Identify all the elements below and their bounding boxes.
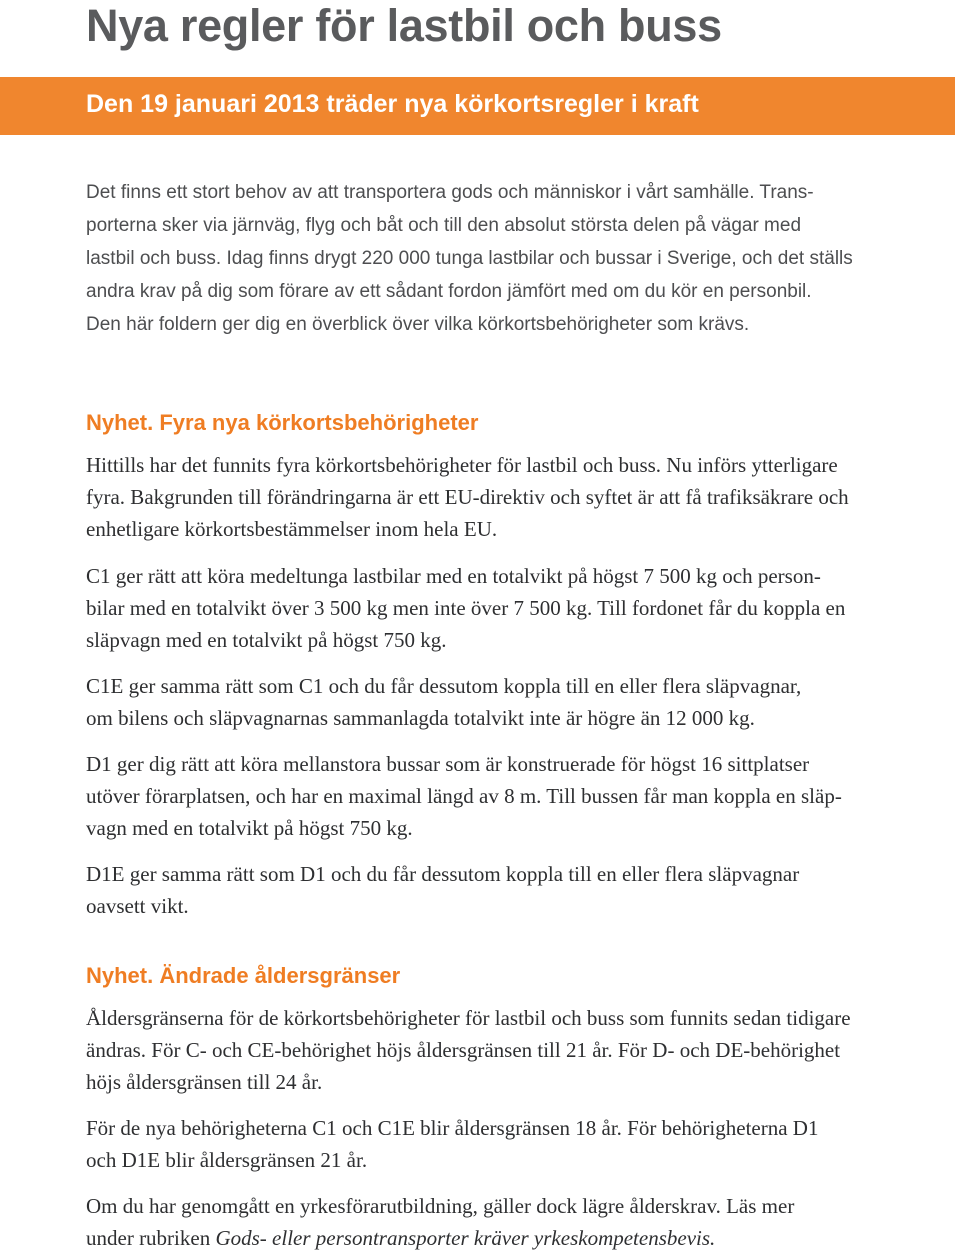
text-line: oavsett vikt. — [86, 894, 189, 918]
text-line: höjs åldersgränsen till 24 år. — [86, 1070, 323, 1094]
text-line: bilar med en totalvikt över 3 500 kg men inte över 7 500 kg. Till fordonet får du koppla en — [86, 596, 846, 620]
text-line: fyra. Bakgrunden till förändringarna är ett EU-direktiv och syftet är att få trafiksäkrare och — [86, 485, 849, 509]
text-fragment: under rubriken — [86, 1226, 216, 1250]
text-line — [86, 1222, 794, 1254]
text-line: D1 ger dig rätt att köra mellanstora bussar som är konstruerade för högst 16 sittplatser — [86, 752, 810, 776]
text-line: om bilens och släpvagnarnas sammanlagda totalvikt inte är högre än 12 000 kg. — [86, 706, 755, 730]
text-line: vagn med en totalvikt på högst 750 kg. — [86, 816, 413, 840]
page-title: Nya regler för lastbil och buss — [86, 0, 722, 51]
text-line: C1 ger rätt att köra medeltunga lastbilar med en totalvikt på högst 7 500 kg och person- — [86, 564, 821, 588]
intro-line: lastbil och buss. Idag finns drygt 220 000 tunga lastbilar och bussar i Sverige, och det ställs — [86, 248, 853, 269]
text-line: släpvagn med en totalvikt på högst 750 kg. — [86, 628, 447, 652]
intro-line: Den här foldern ger dig en överblick över vilka körkortsbehörigheter som krävs. — [86, 314, 750, 335]
paragraph-d1e — [86, 858, 799, 922]
intro-paragraph — [86, 176, 956, 341]
section-heading-new-licenses: Nyhet. Fyra nya körkortsbehörigheter — [86, 410, 479, 435]
section-heading-age-limits: Nyhet. Ändrade åldersgränser — [86, 963, 401, 988]
paragraph-c1e — [86, 670, 801, 734]
paragraph-c1 — [86, 560, 845, 656]
text-line: C1E ger samma rätt som C1 och du får dessutom koppla till en eller flera släpvagnar, — [86, 674, 802, 698]
text-line: enhetligare körkortsbestämmelser inom hela EU. — [86, 517, 498, 541]
banner — [0, 77, 955, 135]
intro-line: andra krav på dig som förare av ett sådant fordon jämfört med om du kör en personbil. — [86, 281, 812, 302]
text-line: För de nya behörigheterna C1 och C1E blir åldersgränsen 18 år. För behörigheterna D1 — [86, 1116, 819, 1140]
text-line: utöver förarplatsen, och har en maximal längd av 8 m. Till bussen får man koppla en släp- — [86, 784, 842, 808]
text-line: Om du har genomgått en yrkesförarutbildning, gäller dock lägre ålderskrav. Läs mer — [86, 1194, 795, 1218]
text-line: D1E ger samma rätt som D1 och du får dessutom koppla till en eller flera släpvagnar — [86, 862, 800, 886]
paragraph-professional-training — [86, 1190, 794, 1254]
referenced-section-title: Gods- eller persontransporter kräver yrkeskompetensbevis. — [215, 1226, 716, 1250]
paragraph-age-limits — [86, 1002, 851, 1098]
paragraph-d1 — [86, 748, 842, 844]
banner-text: Den 19 januari 2013 träder nya körkortsregler i kraft — [86, 90, 699, 118]
intro-line: Det finns ett stort behov av att transportera gods och människor i vårt samhälle. Trans- — [86, 182, 814, 203]
text-line: ändras. För C- och CE-behörighet höjs åldersgränsen till 21 år. För D- och DE-behörighet — [86, 1038, 841, 1062]
paragraph-background — [86, 449, 849, 545]
text-line: och D1E blir åldersgränsen 21 år. — [86, 1148, 368, 1172]
text-line: Hittills har det funnits fyra körkortsbehörigheter för lastbil och buss. Nu införs ytterligare — [86, 453, 838, 477]
paragraph-new-license-ages — [86, 1112, 818, 1176]
text-line: Åldersgränserna för de körkortsbehörigheter för lastbil och buss som funnits sedan tidigare — [86, 1006, 851, 1030]
intro-line: porterna sker via järnväg, flyg och båt och till den absolut största delen på vägar med — [86, 215, 802, 236]
